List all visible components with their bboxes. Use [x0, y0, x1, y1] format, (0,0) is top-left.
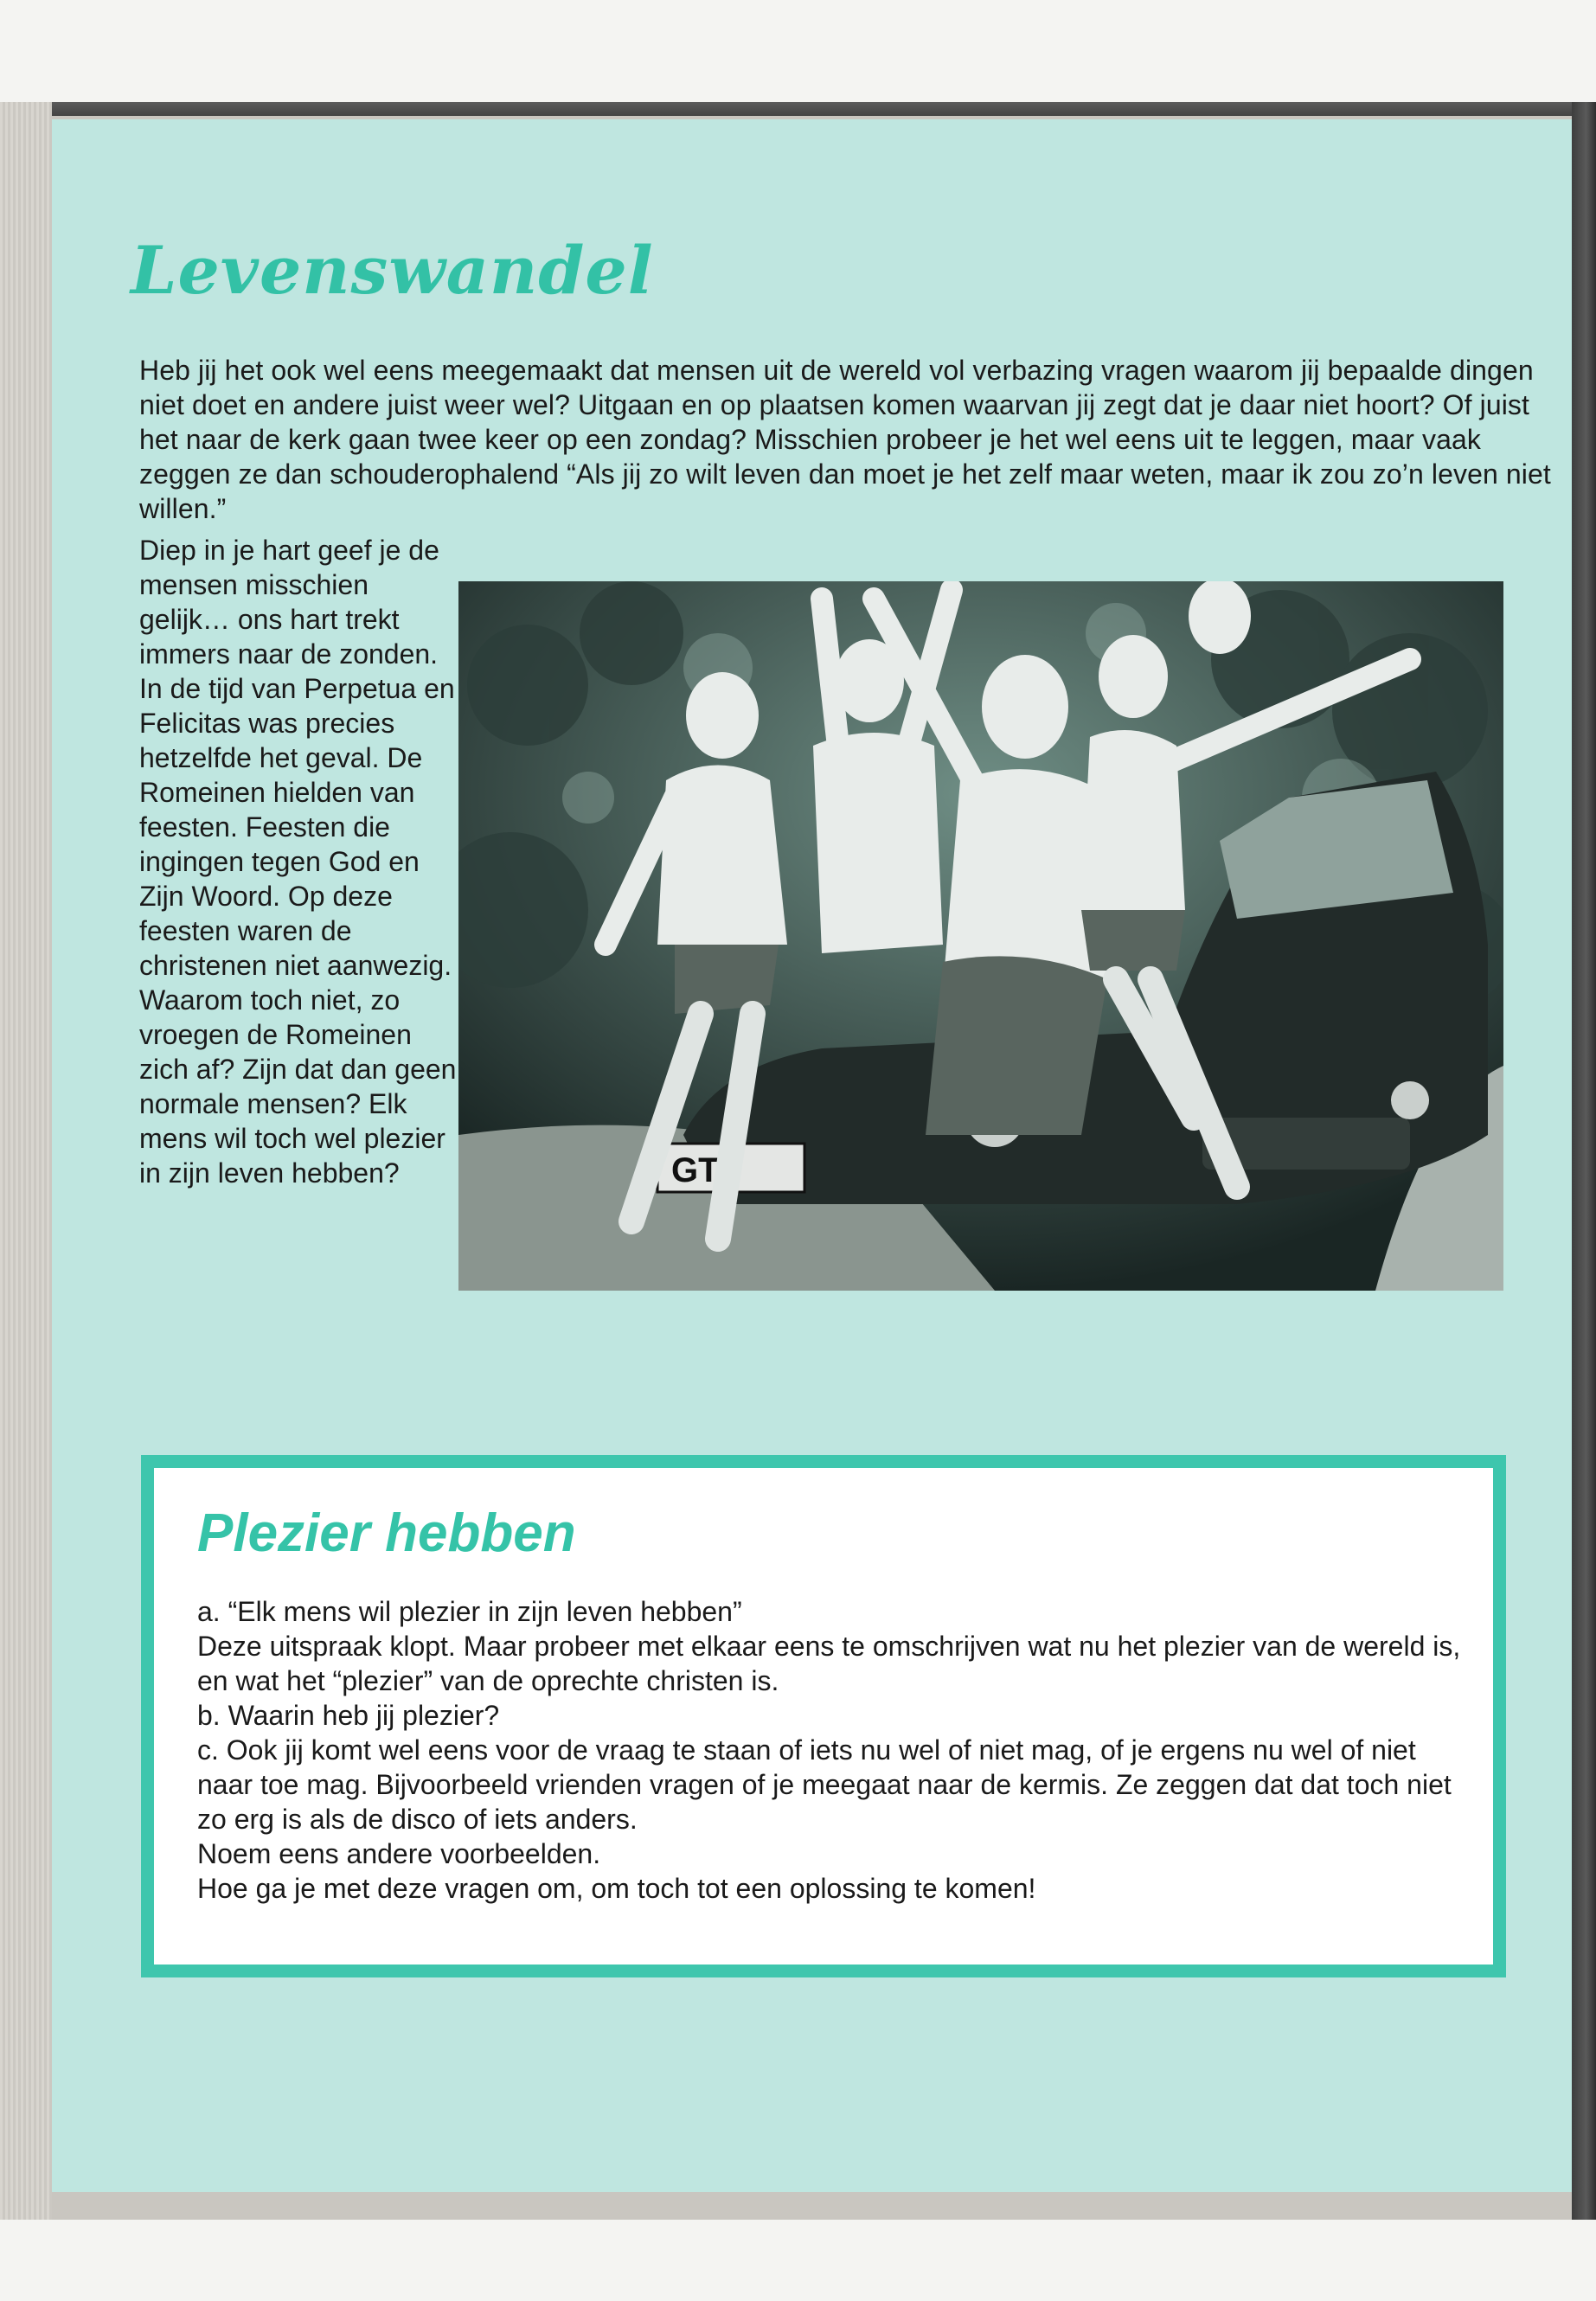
group-photo — [458, 581, 1503, 1291]
group-photo-illustration — [458, 581, 1503, 1291]
book-binding — [0, 102, 52, 2220]
assignment-box — [141, 1455, 1506, 1977]
assignment-line: Hoe ga je met deze vragen om, om toch tot een oplossing te komen! — [197, 1873, 1036, 1904]
assignment-line: Noem eens andere voorbeelden. — [197, 1838, 601, 1869]
assignment-lines — [197, 1594, 1477, 1906]
assignment-box-inner — [151, 1465, 1496, 1967]
book-page — [52, 119, 1572, 2192]
intro-paragraph: Heb jij het ook wel eens meegemaakt dat mensen uit de wereld vol verbazing vragen waarom jij bepaalde dingen niet doet en andere juist weer wel? Uitgaan en op plaatsen komen waarvan jij zegt dat je daar niet hoort? Of juist het naar de kerk gaan twee keer op een zondag? Misschien probeer je het wel eens uit te leggen, maar vaak zeggen ze dan schouderophalend “Als jij zo wilt leven dan moet je het zelf maar weten, maar ik zou zo’n leven niet willen.” — [139, 355, 1551, 524]
license-plate-text: GT- — [671, 1151, 729, 1189]
page-title: Levenswandel — [131, 232, 654, 309]
side-column-text: Diep in je hart geef je de mensen misschien gelijk… ons hart trekt immers naar de zonden. In de tijd van Perpetua en Felicitas was precies hetzelfde het geval. De Romeinen hielden van feesten. Feesten die ingingen tegen God en Zijn Woord. Op deze feesten waren de christenen niet aanwezig. Waarom toch niet, zo vroegen de Romeinen zich af? Zijn dat dan geen normale mensen? Elk mens wil toch wel plezier in zijn leven hebben? — [139, 535, 457, 1189]
assignment-line: a. “Elk mens wil plezier in zijn leven hebben” — [197, 1596, 742, 1627]
assignment-line: b. Waarin heb jij plezier? — [197, 1700, 500, 1731]
assignment-line: c. Ook jij komt wel eens voor de vraag te staan of iets nu wel of niet mag, of je ergens nu wel of niet naar toe mag. Bijvoorbeeld vrienden vragen of je meegaat naar de kermis. Ze zeggen dat dat toch niet zo erg is als de disco of iets anders. — [197, 1734, 1452, 1835]
assignment-line: Deze uitspraak klopt. Maar probeer met elkaar eens te omschrijven wat nu het plezier van de wereld is, en wat het “plezier” van de oprechte christen is. — [197, 1631, 1461, 1696]
book-right-edge — [1572, 102, 1596, 2220]
book-top-edge — [52, 102, 1572, 116]
assignment-title: Plezier hebben — [197, 1503, 576, 1563]
